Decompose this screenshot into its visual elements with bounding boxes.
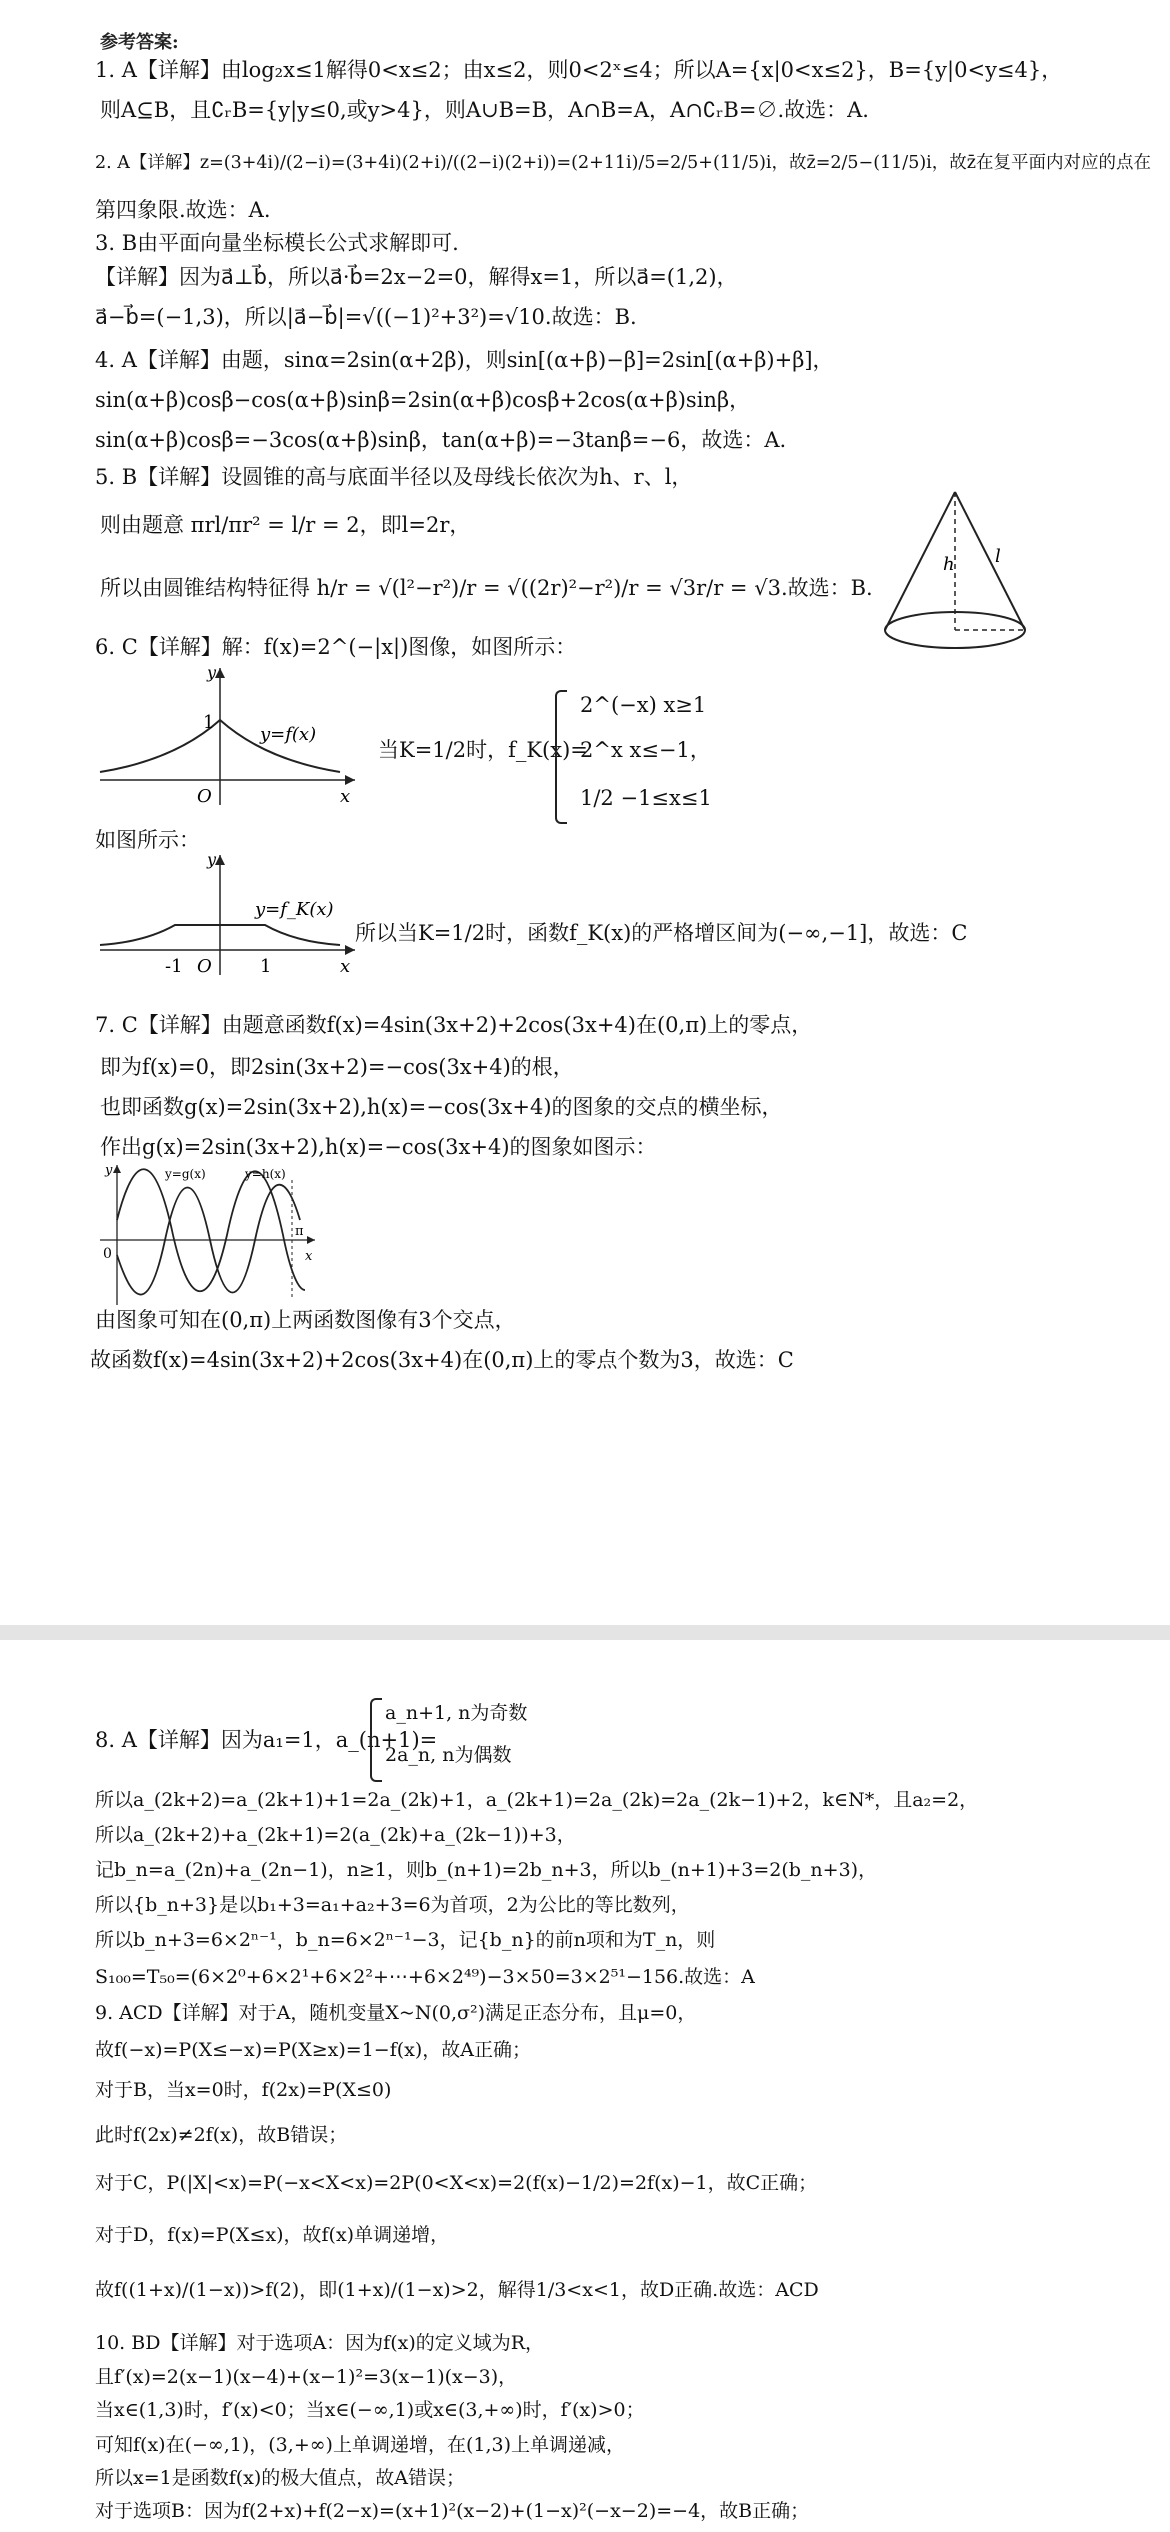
q7-line-3: 也即函数g(x)=2sin(3x+2),h(x)=−cos(3x+4)的图象的交点的横坐标，	[100, 1095, 783, 1119]
q10-line-1: 10. BD【详解】对于选项A：因为f(x)的定义域为R，	[95, 2332, 545, 2354]
q6-piece-intro: 当K=1/2时，f_K(x)=	[378, 738, 588, 762]
q1-line-1: 1. A【详解】由log₂x≤1解得0<x≤2；由x≤2，则0<2ˣ≤4；所以A={x|0<x≤2}，B={y|0<y≤4}，	[95, 58, 1063, 82]
q7-x: x	[305, 1249, 313, 1264]
cone-h-label: h	[943, 554, 955, 575]
q6-piece-1: 2^(−x) x≥1	[580, 693, 707, 717]
q6-conclusion: 所以当K=1/2时，函数f_K(x)的严格增区间为(−∞,−1]，故选：C	[355, 921, 968, 945]
q10-line-4: 可知f(x)在(−∞,1)，(3,+∞)上单调递增，在(1,3)上单调递减，	[95, 2434, 626, 2456]
q6-g2-y: y	[207, 850, 217, 869]
q3-line-2: 【详解】因为a⃗⊥b⃗，所以a⃗·b⃗=2x−2=0，解得x=1，所以a⃗=(1,2)，	[95, 265, 738, 289]
q4-line-2: sin(α+β)cosβ−cos(α+β)sinβ=2sin(α+β)cosβ+2cos(α+β)sinβ，	[95, 388, 751, 412]
q7-line-6: 故函数f(x)=4sin(3x+2)+2cos(3x+4)在(0,π)上的零点个数为3，故选：C	[90, 1348, 794, 1372]
q10-line-3: 当x∈(1,3)时，f′(x)<0；当x∈(−∞,1)或x∈(3,+∞)时，f′(x)>0；	[95, 2399, 645, 2421]
cone-l-label: l	[995, 546, 1001, 567]
q6-g1-x: x	[340, 786, 351, 807]
q6-line-2: 如图所示：	[95, 828, 200, 852]
q6-brace	[555, 690, 567, 824]
answer-page-2	[0, 1640, 1170, 2532]
q6-piece-2: 2^x x≤−1，	[580, 738, 711, 762]
q8-case-1: a_n+1, n为奇数	[385, 1702, 528, 1724]
q8-line-7: S₁₀₀=T₅₀=(6×2⁰+6×2¹+6×2²+⋯+6×2⁴⁹)−3×50=3×2⁵¹−156.故选：A	[95, 1966, 755, 1988]
q6-graph-f	[95, 660, 365, 810]
q6-g1-label: y=f(x)	[260, 724, 317, 745]
q9-line-6: 对于D，f(x)=P(X≤x)，故f(x)单调递增，	[95, 2224, 450, 2246]
q6-g1-y: y	[207, 663, 217, 682]
q5-line-1: 5. B【详解】设圆锥的高与底面半径以及母线长依次为h、r、l，	[95, 465, 693, 489]
q10-line-5: 所以x=1是函数f(x)的极大值点，故A错误；	[95, 2467, 466, 2489]
q9-line-5: 对于C，P(|X|<x)=P(−x<X<x)=2P(0<X<x)=2(f(x)−1/2)=2f(x)−1，故C正确；	[95, 2172, 818, 2194]
header-title: 参考答案:	[100, 32, 179, 53]
q7-line-1: 7. C【详解】由题意函数f(x)=4sin(3x+2)+2cos(3x+4)在(0,π)上的零点，	[95, 1013, 813, 1037]
q2-line-2: 第四象限.故选：A.	[95, 198, 271, 222]
q8-line-4: 记b_n=a_(2n)+a_(2n−1)，n≥1，则b_(n+1)=2b_n+3，所以b_(n+1)+3=2(b_n+3)，	[95, 1859, 878, 1881]
q7-graph	[95, 1160, 325, 1310]
q9-line-7: 故f((1+x)/(1−x))>f(2)，即(1+x)/(1−x)>2，解得1/3<x<1，故D正确.故选：ACD	[95, 2279, 819, 2301]
q4-line-3: sin(α+β)cosβ=−3cos(α+β)sinβ，tan(α+β)=−3tanβ=−6，故选：A.	[95, 428, 787, 452]
q7-g-label: y=g(x)	[165, 1167, 206, 1181]
q10-line-6: 对于选项B：因为f(2+x)+f(2−x)=(x+1)²(x−2)+(1−x)²(−x−2)=−4，故B正确；	[95, 2500, 810, 2522]
q5-line-3: 所以由圆锥结构特征得 h/r = √(l²−r²)/r = √((2r)²−r²)/r = √3r/r = √3.故选：B.	[100, 576, 873, 600]
q8-line-5: 所以{b_n+3}是以b₁+3=a₁+a₂+3=6为首项，2为公比的等比数列，	[95, 1894, 690, 1916]
q1-line-2: 则A⊆B，且∁ᵣB={y|y≤0,或y>4}，则A∪B=B，A∩B=A，A∩∁ᵣB=∅.故选：A.	[100, 98, 869, 122]
cone-figure	[865, 480, 1045, 660]
page-separator	[0, 1625, 1170, 1640]
q6-g2-origin: O	[197, 956, 212, 977]
q7-line-4: 作出g(x)=2sin(3x+2),h(x)=−cos(3x+4)的图象如图示：	[100, 1135, 657, 1159]
q2-line-1: 2. A【详解】z=(3+4i)/(2−i)=(3+4i)(2+i)/((2−i)(2+i))=(2+11i)/5=2/5+(11/5)i，故z̄=2/5−(11/5)i，故z̄在复平面内对应的点在	[95, 153, 1151, 173]
q8-line-1: 8. A【详解】因为a₁=1，a_(n+1)=	[95, 1728, 438, 1752]
q8-line-6: 所以b_n+3=6×2ⁿ⁻¹，b_n=6×2ⁿ⁻¹−3，记{b_n}的前n项和为T_n，则	[95, 1929, 716, 1951]
q8-case-2: 2a_n, n为偶数	[385, 1744, 512, 1766]
q3-line-1: 3. B由平面向量坐标模长公式求解即可.	[95, 231, 459, 255]
q3-line-3: a⃗−b⃗=(−1,3)，所以|a⃗−b⃗|=√((−1)²+3²)=√10.故选：B.	[95, 305, 637, 329]
q10-line-2: 且f′(x)=2(x−1)(x−4)+(x−1)²=3(x−1)(x−3)，	[95, 2366, 518, 2388]
q6-g2-tick-neg1: -1	[165, 956, 183, 977]
q4-line-1: 4. A【详解】由题，sinα=2sin(α+2β)，则sin[(α+β)−β]=2sin[(α+β)+β]，	[95, 348, 834, 372]
q6-line-1: 6. C【详解】解：f(x)=2^(−|x|)图像，如图所示：	[95, 635, 577, 659]
q7-line-5: 由图象可知在(0,π)上两函数图像有3个交点，	[95, 1308, 516, 1332]
q8-line-2: 所以a_(2k+2)=a_(2k+1)+1=2a_(2k)+1，a_(2k+1)=2a_(2k)=2a_(2k−1)+2，k∈N*，且a₂=2，	[95, 1789, 979, 1811]
q6-g2-label: y=f_K(x)	[255, 899, 334, 920]
q8-brace	[370, 1698, 382, 1782]
q5-line-2: 则由题意 πrl/πr² = l/r = 2，即l=2r，	[100, 513, 471, 537]
q6-g2-x: x	[340, 956, 351, 977]
q7-origin: 0	[103, 1246, 112, 1262]
q9-line-3: 对于B，当x=0时，f(2x)=P(X≤0)	[95, 2079, 392, 2101]
q6-piece-3: 1/2 −1≤x≤1	[580, 786, 712, 810]
q7-pi: π	[295, 1224, 304, 1239]
q7-line-2: 即为f(x)=0，即2sin(3x+2)=−cos(3x+4)的根，	[100, 1055, 574, 1079]
q6-g1-tick-1: 1	[203, 712, 215, 733]
q9-line-2: 故f(−x)=P(X≤−x)=P(X≥x)=1−f(x)，故A正确；	[95, 2039, 532, 2061]
q7-y: y	[105, 1163, 113, 1178]
q6-g2-tick-1: 1	[260, 956, 272, 977]
q6-g1-origin: O	[197, 786, 212, 807]
q9-line-1: 9. ACD【详解】对于A，随机变量X~N(0,σ²)满足正态分布，且μ=0，	[95, 2002, 697, 2024]
q7-h-label: y=h(x)	[245, 1167, 286, 1181]
q9-line-4: 此时f(2x)≠2f(x)，故B错误；	[95, 2124, 348, 2146]
q8-line-3: 所以a_(2k+2)+a_(2k+1)=2(a_(2k)+a_(2k−1))+3，	[95, 1824, 576, 1846]
q6-graph-fk	[95, 850, 365, 980]
